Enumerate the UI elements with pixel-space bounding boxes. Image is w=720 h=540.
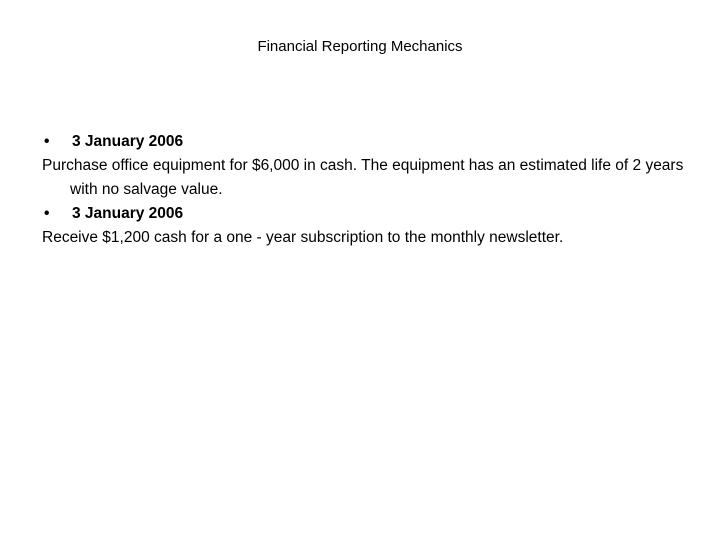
slide-body bbox=[42, 130, 692, 250]
item-2-description: Receive $1,200 cash for a one - year subscription to the monthly newsletter. bbox=[42, 229, 564, 246]
bullet-marker: • bbox=[44, 205, 50, 222]
item-1-description: Purchase office equipment for $6,000 in cash. The equipment has an estimated life of 2 years with no salvage value. bbox=[42, 157, 684, 198]
item-2-date: 3 January 2006 bbox=[72, 205, 184, 222]
slide-title: Financial Reporting Mechanics bbox=[257, 38, 463, 55]
bullet-item-2 bbox=[42, 202, 692, 226]
bullet-item-1 bbox=[42, 130, 692, 154]
bullet-marker: • bbox=[44, 133, 50, 150]
item-1-date: 3 January 2006 bbox=[72, 133, 184, 150]
